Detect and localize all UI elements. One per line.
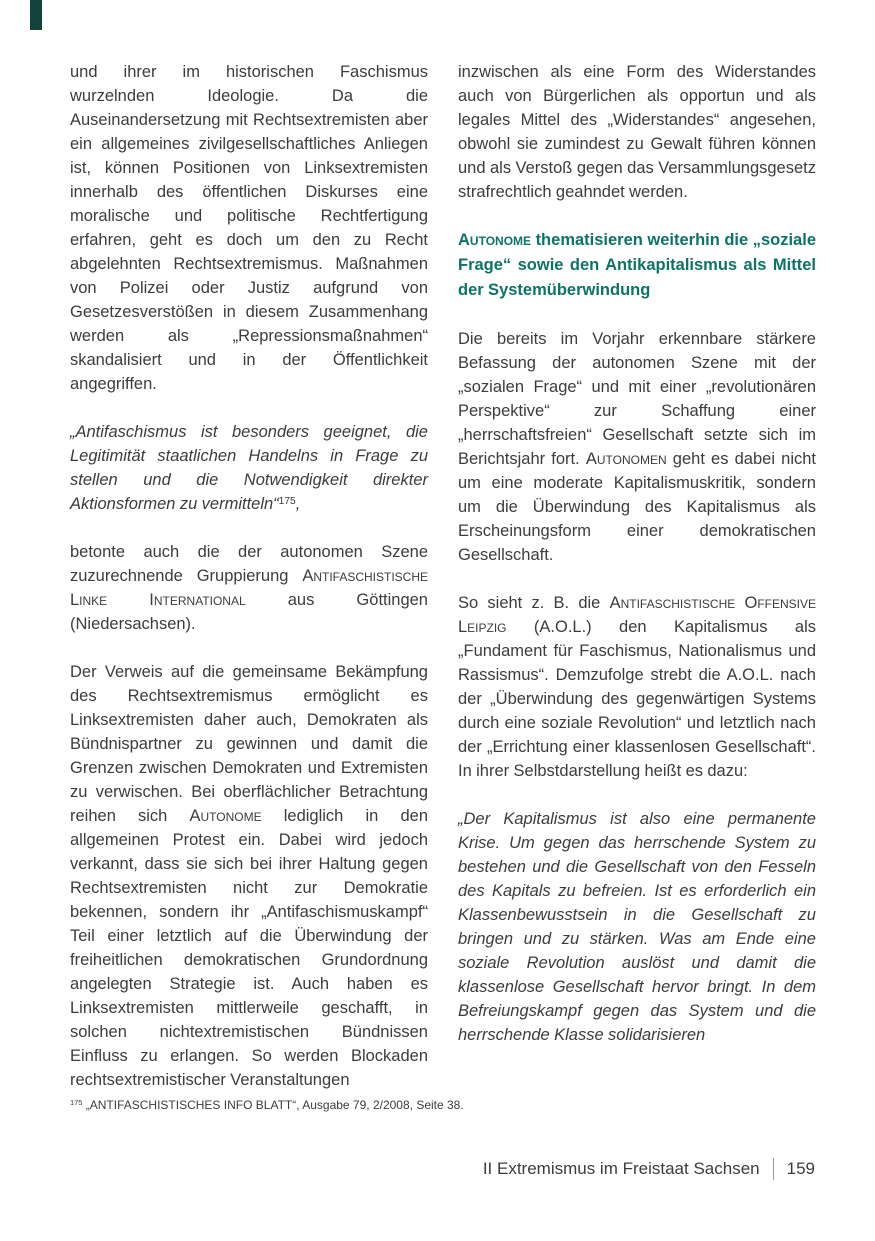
section-heading [458,228,816,303]
paragraph [458,591,816,783]
page-footer [483,1158,815,1180]
left-column [70,60,428,1092]
body-text: (A.O.L.) den Kapitalismus als „Fundament für Faschismus, Nationalismus und Rassismus“. Demzufolge strebt die A.O.L. nach der „Überwindung des gegenwärtigen Systems durch eine soziale Revolution“ und letztlich nach der „Errichtung einer klassenlosen Gesellschaft“. In ihrer Selbstdarstellung heißt es dazu: [458,618,816,780]
paragraph [70,60,428,396]
organization-name: Autonomen [585,450,667,468]
quote-text: „Der Kapitalismus ist also eine permanente Krise. Um gegen das herrschende System zu bestehen und die Gesellschaft von den Fesseln des Kapitals zu befreien. Ist es erforderlich ein Klassenbewusstsein in die Gesellschaft zu bringen und zu stärken. Was am Ende eine soziale Revolution auslöst und damit die klassenlose Gesellschaft hervor bringt. In dem Befreiungskampf gegen das System und die herrschende Klasse solidarisieren [458,810,816,1044]
paragraph [70,660,428,1092]
body-text: geht es dabei nicht um eine moderate Kapitalismuskritik, sondern um die Überwindung des Kapitalismus als Erscheinungsform einer demokratischen Gesellschaft. [458,450,816,564]
quote-text: „Antifaschismus ist besonders geeignet, die Legitimität staatlichen Handelns in Frage zu stellen und die Notwendigkeit direkter Aktionsformen zu vermitteln“ [70,423,428,513]
body-text: Die bereits im Vorjahr erkennbare stärkere Befassung der autonomen Szene mit der „sozialen Frage“ und mit einer „revolutionären Perspektive“ zur Schaffung einer „herrschaftsfreien“ Gesellschaft setzte sich im Berichtsjahr fort. [458,330,816,468]
paragraph [458,327,816,567]
footnote [70,1098,570,1113]
footnote-reference: 175 [278,495,296,507]
quote-tail: , [295,495,301,513]
organization-name: Autonome [189,807,262,825]
paragraph [458,60,816,204]
body-text: Der Verweis auf die gemeinsame Bekämpfung des Rechtsextremismus ermöglicht es Linksextremisten daher auch, Demokraten als Bündnispartner zu gewinnen und damit die Grenzen zwischen Demokraten und Extremisten zu verwischen. Bei oberflächlicher Betrachtung reihen sich [70,663,428,825]
organization-name: Autonome [458,231,532,249]
organization-name: Antifaschistische Offensive Leipzig [458,594,816,636]
body-text: und ihrer im historischen Faschismus wurzelnden Ideologie. Da die Auseinandersetzung mit Rechtsextremisten aber ein allgemeines zivilgesellschaftliches Anliegen ist, können Positionen von Linksextremisten innerhalb des öffentlichen Diskurses eine moralische und politische Rechtfertigung erfahren, geht es doch um den zu Recht abgelehnten Rechtsextremismus. Maßnahmen von Polizei oder Justiz aufgrund von Gesetzesverstößen in diesem Zusammenhang werden als „Repressionsmaßnahmen“ skandalisiert und in der Öffentlichkeit angegriffen. [70,63,428,393]
chapter-corner-mark [30,0,42,30]
body-text: So sieht z. B. die [458,594,610,612]
quote-paragraph [458,807,816,1047]
organization-name: Antifaschistische Linke International [70,567,428,609]
footer-chapter-title: II Extremismus im Freistaat Sachsen [482,1159,760,1178]
body-text: inzwischen als eine Form des Widerstandes auch von Bürgerlichen als opportun und als legales Mittel des „Widerstandes“ angesehen, obwohl sie zumindest zu Gewalt führen können und als Verstoß gegen das Versammlungsgesetz strafrechtlich geahndet werden. [458,63,816,201]
quote-paragraph [70,420,428,516]
body-text: betonte auch die der autonomen Szene zuzurechnende Gruppierung [70,543,428,585]
page-content [70,60,816,1092]
heading-text: thematisieren weiterhin die „soziale Frage“ sowie den Antikapitalismus als Mittel der Systemüberwindung [458,231,816,299]
body-text: aus Göttingen (Niedersachsen). [70,591,428,633]
footnote-marker: 175 [70,1098,83,1108]
paragraph [70,540,428,636]
body-text: lediglich in den allgemeinen Protest ein. Dabei wird jedoch verkannt, dass sie sich bei ihrer Haltung gegen Rechtsextremisten nicht zur Demokratie bekennen, sondern ihr „Antifaschismuskampf“ Teil einer letztlich auf die Überwindung der freiheitlichen demokratischen Grundordnung angelegten Strategie ist. Auch haben es Linksextremisten mittlerweile geschafft, in solchen nichtextremistischen Bündnissen Einfluss zu erlangen. So werden Blockaden rechtsextremistischer Veranstaltungen [70,807,428,1089]
right-column [458,60,816,1092]
footer-separator [773,1158,774,1180]
page-number: 159 [786,1159,815,1178]
footnote-text: „ANTIFASCHISTISCHES INFO BLATT“, Ausgabe 79, 2/2008, Seite 38. [82,1098,464,1112]
